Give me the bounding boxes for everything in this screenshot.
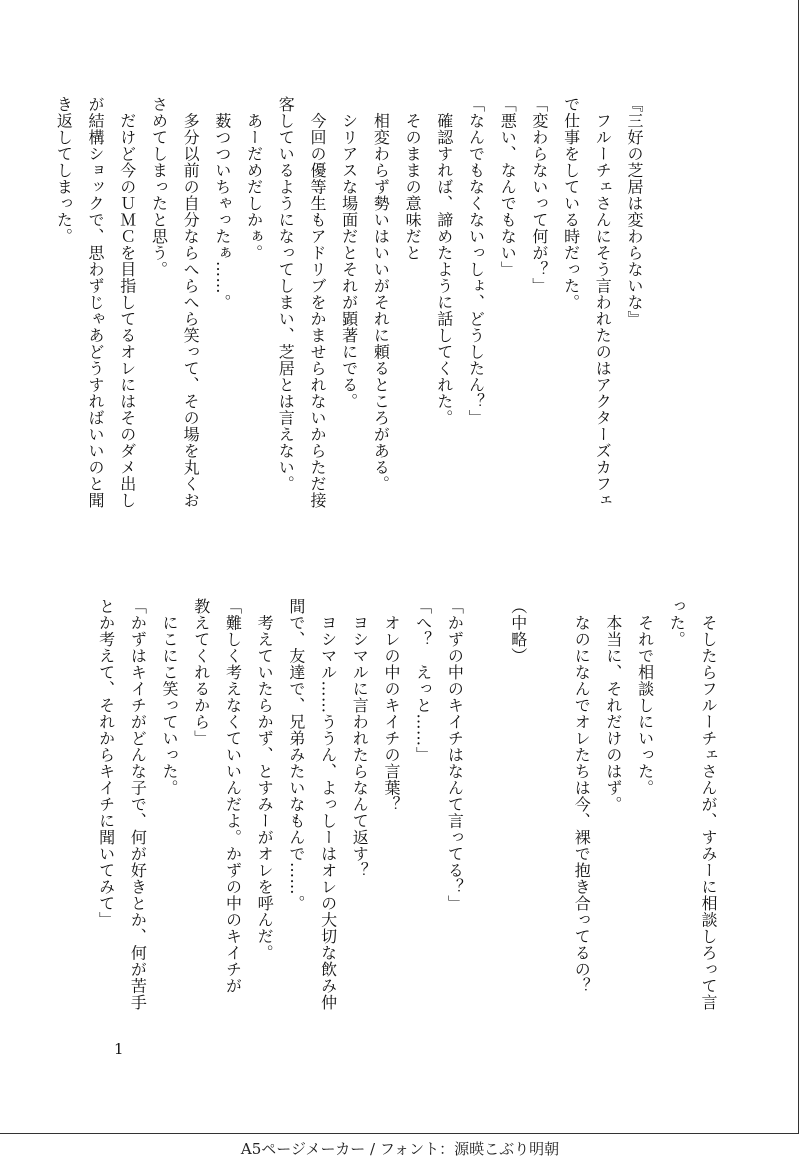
text-line: 客しているようになってしまい、芝居とは言えない。 xyxy=(276,96,296,492)
text-line: 薮つついちゃったぁ……。 xyxy=(212,96,232,311)
text-line: とか考えて、それからキイチに聞いてみて」 xyxy=(96,598,116,928)
text-line: 「かずはキイチがどんな子で、何が好きとか、何が苦手 xyxy=(128,598,148,1011)
text-line: 教えてくれるから」 xyxy=(191,598,211,747)
text-line: 「へ？ えっと……」 xyxy=(413,598,433,763)
text-line: が結構ショックで、思わずじゃあどうすればいいのと聞 xyxy=(86,96,106,509)
top-text-block xyxy=(48,96,650,556)
bottom-text-block xyxy=(90,598,724,1058)
text-line: 考えていたらかず、とすみーがオレを呼んだ。 xyxy=(255,598,275,961)
text-line: 相変わらず勢いはいいがそれに頼るところがある。 xyxy=(371,96,391,492)
text-line: 「なんでもなくないっしょ、どうしたん？」 xyxy=(466,96,486,426)
text-line: 間で、友達で、兄弟みたいなもんで……。 xyxy=(286,598,306,912)
footer-caption: A5ページメーカー / フォント：源暎こぶり明朝 xyxy=(240,1140,560,1158)
text-line: 多分以前の自分ならへらへら笑って、その場を丸くお xyxy=(181,96,201,509)
text-line: き返してしまった。 xyxy=(54,96,74,245)
text-line xyxy=(470,598,502,1058)
text-line: （中略） xyxy=(508,598,528,664)
text-line: 「難しく考えなくていいんだよ。かずの中のキイチが xyxy=(223,598,243,994)
text-line: フルーチェさんにそう言われたのはアクターズカフェ xyxy=(593,96,613,509)
text-line: で仕事をしている時だった。 xyxy=(561,96,581,311)
text-line: 今回の優等生もアドリブをかませられないからただ接 xyxy=(307,96,327,509)
text-line: 「かずの中のキイチはなんて言ってる？」 xyxy=(445,598,465,912)
text-line: 本当に、それだけのはず。 xyxy=(603,598,623,813)
text-line: 「悪い、なんでもない」 xyxy=(498,96,518,278)
text-line: 確認すれば、諦めたように話してくれた。 xyxy=(434,96,454,426)
text-line xyxy=(534,598,566,1058)
text-line: それで相談しにいった。 xyxy=(635,598,655,796)
text-line: ヨシマルに言われたらなんて返す？ xyxy=(350,598,370,879)
text-line: オレの中のキイチの言葉？ xyxy=(381,598,401,813)
text-line: 『三好の芝居は変わらないな』 xyxy=(625,96,644,327)
text-line: にこにこ笑っていった。 xyxy=(160,598,180,796)
text-line: ヨシマル……ううん、よっしーはオレの大切な飲み仲 xyxy=(318,598,338,1011)
text-line: あーだめだしかぁ。 xyxy=(244,96,264,261)
text-line: だけど今のＵＭＣを目指してるオレにはそのダメ出し xyxy=(117,96,137,509)
text-line: 「変わらないって何が？」 xyxy=(529,96,549,294)
text-line: シリアスな場面だとそれが顕著にでる。 xyxy=(339,96,359,410)
text-line: さめてしまったと思う。 xyxy=(149,96,169,278)
text-line: なのになんでオレたちは今、裸で抱き合ってるの？ xyxy=(572,598,592,994)
page-number: 1 xyxy=(114,1040,124,1058)
text-line: そのままの意味だと xyxy=(403,96,423,261)
text-line: った。 xyxy=(667,598,687,648)
text-line: そしたらフルーチェさんが、すみーに相談しろって言 xyxy=(699,598,718,1011)
